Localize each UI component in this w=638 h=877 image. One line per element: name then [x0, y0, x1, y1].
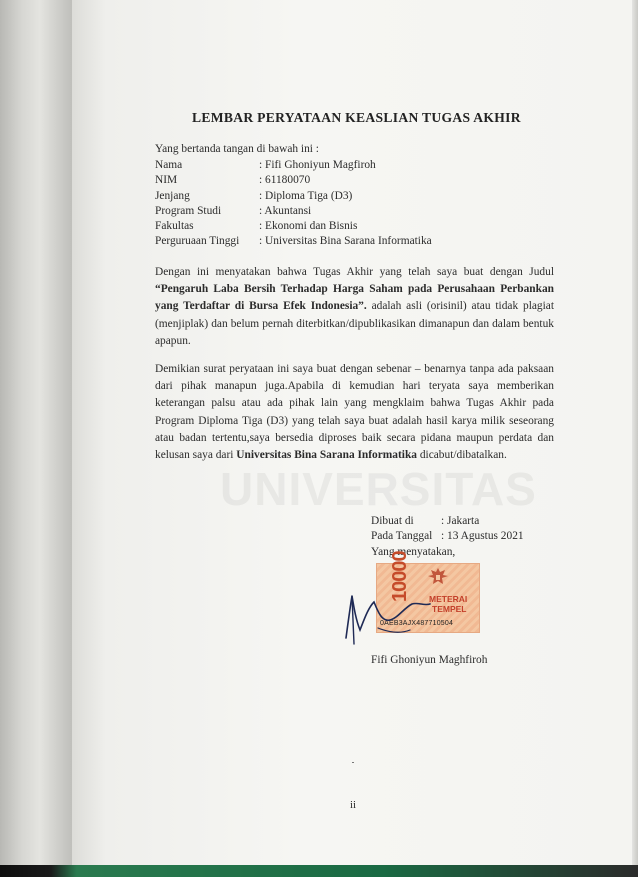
field-row-university: [155, 234, 432, 249]
field-row-faculty: [155, 219, 432, 234]
signing-place: [371, 514, 524, 529]
date-label: Pada Tanggal: [371, 530, 433, 543]
stamp-amount: 10000: [389, 551, 411, 602]
declaration-paragraph: [155, 361, 554, 464]
identity-table: [155, 158, 432, 250]
book-spine-shadow: [0, 0, 72, 877]
field-label: Nama: [155, 159, 183, 171]
declaration-text: Demikian surat peryataan ini saya buat dengan sebenar – benarnya tanpa ada paksaan dari pihak manapun juga.Apabila di kemudian hari teryata saya memberikan keterangan palsu atau ada pihak lain yang mengklaim bahwa Tugas Akhir pada Program Diploma Tiga (D3) yang telah saya buat adalah hasil karya milik seseorang atau badan tertentu,saya bersedia diproses baik secara pidana maupun perdata dan kelusan saya dari: [155, 363, 554, 462]
field-row-name: [155, 158, 432, 173]
field-value: : 61180070: [259, 174, 311, 187]
signer-name: Fifi Ghoniyun Maghfiroh: [371, 654, 488, 666]
statement-tail: adalah asli (orisinil) atau tidak plagiat (menjiplak) dan belum pernah diterbitkan/dipublikasikan dimanapun dan dalam bentuk apapun.: [155, 300, 554, 347]
stamp-serial: 0AEB3AJX487710504: [380, 620, 454, 627]
field-value: : Universitas Bina Sarana Informatika: [259, 235, 432, 248]
page-number: ii: [350, 799, 357, 811]
stamp-line1: METERAI: [429, 594, 468, 604]
field-value: : Akuntansi: [259, 204, 312, 217]
field-label: Fakultas: [155, 220, 194, 233]
signing-date: [371, 529, 524, 544]
field-label: Program Studi: [155, 204, 222, 217]
handwritten-signature: [338, 568, 448, 658]
field-label: Perguruaan Tinggi: [155, 235, 240, 248]
university-name: Universitas Bina Sarana Informatika: [236, 449, 417, 462]
scan-bottom-edge: [0, 865, 638, 877]
intro-text: Yang bertanda tangan di bawah ini :: [155, 143, 319, 155]
field-row-level: [155, 189, 432, 204]
field-label: Jenjang: [155, 189, 190, 202]
university-watermark: UNIVERSITAS: [220, 463, 537, 515]
field-label: NIM: [155, 174, 178, 187]
signing-closing: Yang menyatakan,: [371, 545, 456, 558]
statement-paragraph: [155, 264, 554, 350]
date-value: : 13 Agustus 2021: [441, 530, 524, 543]
page-edge: [632, 0, 638, 877]
thesis-title: “Pengaruh Laba Bersih Terhadap Harga Saham pada Perusahaan Perbankan yang Terdaftar di Bursa Efek Indonesia”.: [155, 283, 554, 313]
document-title: LEMBAR PERYATAAN KEASLIAN TUGAS AKHIR: [192, 110, 521, 125]
place-value: : Jakarta: [441, 515, 480, 527]
place-label: Dibuat di: [371, 515, 414, 527]
scan-speck: [352, 762, 354, 763]
field-value: : Ekonomi dan Bisnis: [259, 220, 358, 233]
field-row-program: [155, 204, 432, 219]
statement-lead: Dengan ini menyatakan bahwa Tugas Akhir yang telah saya buat dengan Judul: [155, 266, 554, 278]
declaration-end: dicabut/dibatalkan.: [416, 449, 507, 462]
stamp-line2: TEMPEL: [432, 604, 467, 614]
field-value: : Diploma Tiga (D3): [259, 189, 353, 202]
field-row-nim: [155, 173, 432, 188]
field-value: : Fifi Ghoniyun Magfiroh: [259, 159, 376, 171]
